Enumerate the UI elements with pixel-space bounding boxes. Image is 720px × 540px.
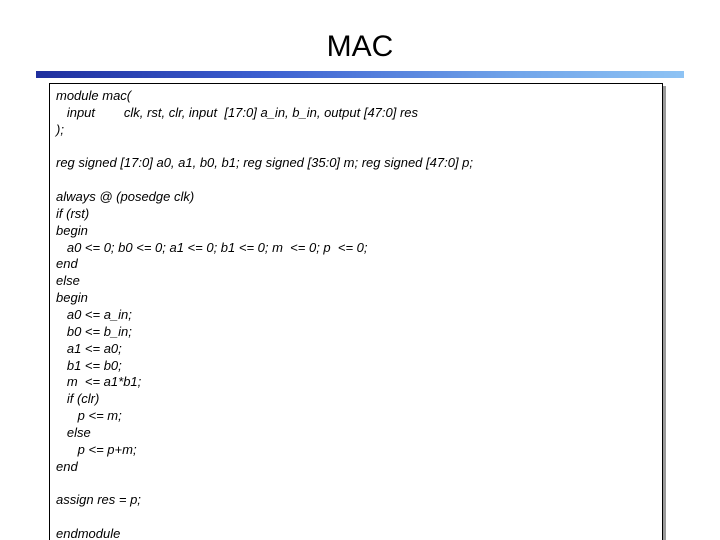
slide-title: MAC: [326, 30, 394, 63]
code-box: [49, 83, 663, 540]
code-line: b1 <= b0;: [56, 357, 122, 373]
code-line: always @ (posedge clk): [56, 189, 195, 205]
code-line: [56, 509, 473, 526]
code-line: b0 <= b_in;: [56, 323, 132, 339]
code-line: begin: [56, 290, 88, 306]
code-line: reg signed [17:0] a0, a1, b0, b1; reg signed [35:0] m; reg signed [47:0] p;: [56, 155, 474, 171]
code-line: end: [56, 458, 78, 474]
code-line: begin: [56, 222, 88, 238]
code-line: assign res = p;: [56, 492, 141, 508]
code-line: else: [56, 273, 80, 289]
code-line: a0 <= a_in;: [56, 306, 132, 322]
code-line: p <= p+m;: [56, 441, 137, 457]
title-underline: [36, 71, 684, 78]
code-line: [56, 475, 473, 492]
code-line: endmodule: [56, 525, 121, 540]
code-line: m <= a1*b1;: [56, 374, 142, 390]
code-line: input clk, rst, clr, input [17:0] a_in, b_in, output [47:0] res: [56, 104, 419, 120]
code-line: module mac(: [56, 88, 132, 103]
code-line: end: [56, 256, 78, 272]
code-line: [56, 139, 473, 156]
code-line: if (rst): [56, 205, 90, 221]
code-line: if (clr): [56, 391, 100, 407]
code-line: p <= m;: [56, 408, 122, 424]
code-line: [56, 172, 473, 189]
code-line: else: [56, 424, 91, 440]
code-line: );: [56, 121, 64, 137]
code-line: a1 <= a0;: [56, 340, 122, 356]
code-line: a0 <= 0; b0 <= 0; a1 <= 0; b1 <= 0; m <= 0; p <= 0;: [56, 239, 368, 255]
code-listing: [56, 88, 473, 540]
